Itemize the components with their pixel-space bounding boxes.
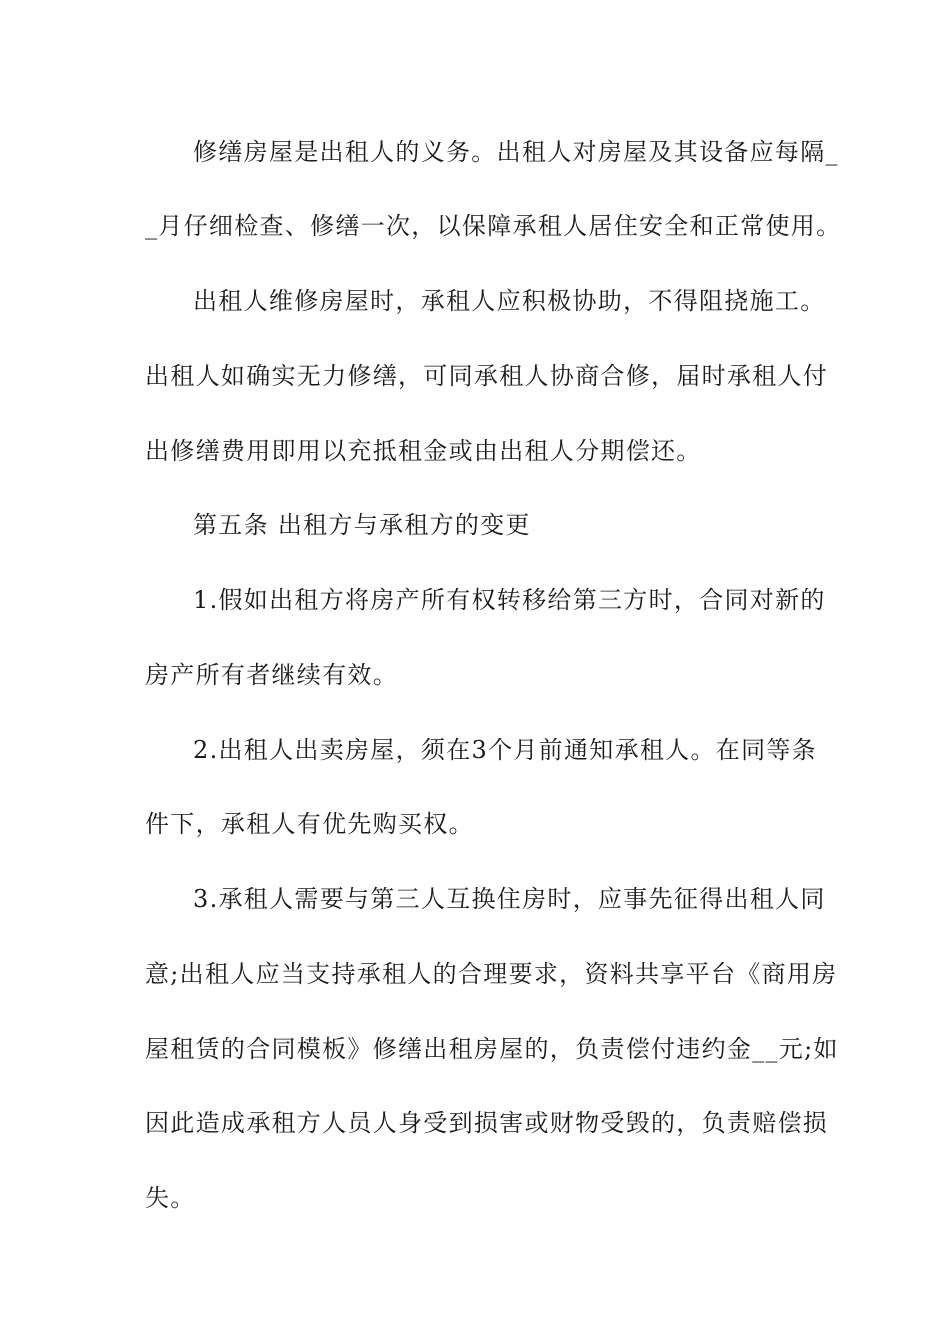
paragraph-line: 意;出租人应当支持承租人的合理要求，资料共享平台《商用房 [145, 960, 838, 988]
paragraph-line: 出租人维修房屋时，承租人应积极协助，不得阻挠施工。 [193, 287, 826, 315]
paragraph-line: 房产所有者继续有效。 [145, 661, 398, 689]
paragraph-line: 1.假如出租方将房产所有权转移给第三方时，合同对新的 [193, 586, 826, 614]
section-heading: 第五条 出租方与承租方的变更 [193, 511, 531, 539]
paragraph-line: 2.出租人出卖房屋，须在3个月前通知承租人。在同等条 [193, 736, 817, 764]
paragraph-line: 件下，承租人有优先购买权。 [145, 810, 474, 838]
paragraph-line: 出修缮费用即用以充抵租金或由出租人分期偿还。 [145, 437, 702, 465]
paragraph-line: 修缮房屋是出租人的义务。出租人对房屋及其设备应每隔_ [193, 138, 839, 166]
paragraph-line: _月仔细检查、修缮一次，以保障承租人居住安全和正常使用。 [145, 212, 842, 240]
paragraph-line: 3.承租人需要与第三人互换住房时，应事先征得出租人同 [193, 885, 826, 913]
paragraph-line: 出租人如确实无力修缮，可同承租人协商合修，届时承租人付 [145, 362, 829, 390]
paragraph-line: 屋租赁的合同模板》修缮出租房屋的，负责偿付违约金__元;如 [145, 1035, 839, 1063]
paragraph-line: 因此造成承租方人员人身受到损害或财物受毁的，负责赔偿损 [145, 1109, 829, 1137]
paragraph-line: 失。 [145, 1184, 196, 1212]
